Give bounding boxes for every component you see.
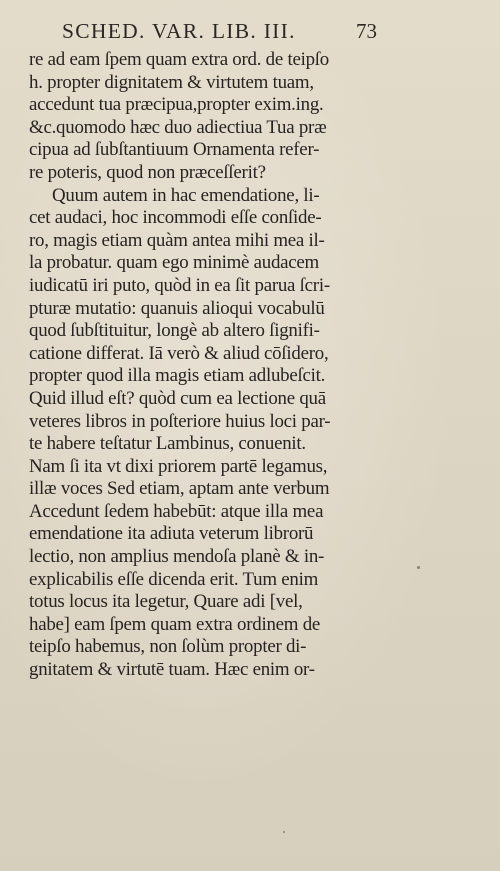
text-line: cet audaci, hoc incommodi eſſe conſide-	[29, 207, 322, 229]
text-line: lectio, non amplius mendoſa planè & in-	[29, 546, 325, 568]
paper-speck	[417, 566, 420, 569]
text-line: cipua ad ſubſtantiuum Ornamenta refer-	[29, 139, 320, 161]
text-line: habe] eam ſpem quam extra ordinem de	[29, 613, 321, 635]
text-line: explicabilis eſſe dicenda erit. Tum enim	[29, 568, 319, 590]
text-line: quod ſubſtituitur, longè ab altero ſignifi-	[29, 320, 320, 342]
text-line: Nam ſi ita vt dixi priorem partē legamus,	[29, 455, 328, 477]
text-line: h. propter dignitatem & virtutem tuam,	[29, 71, 314, 93]
paper-speck	[283, 831, 285, 833]
text-line: veteres libros in poſteriore huius loci par-	[29, 410, 331, 432]
text-line: re poteris, quod non præceſſerit?	[29, 161, 266, 183]
text-line: la probatur. quam ego minimè audacem	[29, 252, 320, 274]
text-line: ro, magis etiam quàm antea mihi mea il-	[29, 229, 325, 251]
text-line: Accedunt ſedem habebūt: atque illa mea	[29, 500, 324, 522]
text-line: pturæ mutatio: quanuis alioqui vocabulū	[29, 297, 325, 319]
text-line: illæ voces Sed etiam, aptam ante verbum	[29, 478, 330, 500]
text-line: iudicatū iri puto, quòd in ea ſit parua ſcri-	[29, 274, 330, 296]
text-line: re ad eam ſpem quam extra ord. de teipſo	[29, 49, 329, 70]
paragraph-start-line: Quum autem in hac emendatione, li-	[52, 184, 320, 206]
running-head: SCHED. VAR. LIB. III.	[62, 19, 296, 43]
text-line: teipſo habemus, non ſolùm propter di-	[29, 636, 307, 658]
text-line: Quid illud eſt? quòd cum ea lectione quā	[29, 387, 326, 409]
text-line: emendatione ita adiuta veterum librorū	[29, 523, 314, 545]
page-number: 73	[356, 19, 377, 43]
text-line: catione differat. Iā verò & aliud cōſidero,	[29, 342, 329, 364]
text-line: accedunt tua præcipua,propter exim.ing.	[29, 94, 324, 116]
text-line: &c.quomodo hæc duo adiectiua Tua præ	[29, 116, 327, 138]
text-line: totus locus ita legetur, Quare adi [vel,	[29, 591, 303, 613]
text-line: propter quod illa magis etiam adlubeſcit.	[29, 365, 326, 387]
text-line: gnitatem & virtutē tuam. Hæc enim or-	[29, 659, 315, 681]
body-text	[29, 49, 379, 682]
text-line: te habere teſtatur Lambinus, conuenit.	[29, 433, 306, 455]
